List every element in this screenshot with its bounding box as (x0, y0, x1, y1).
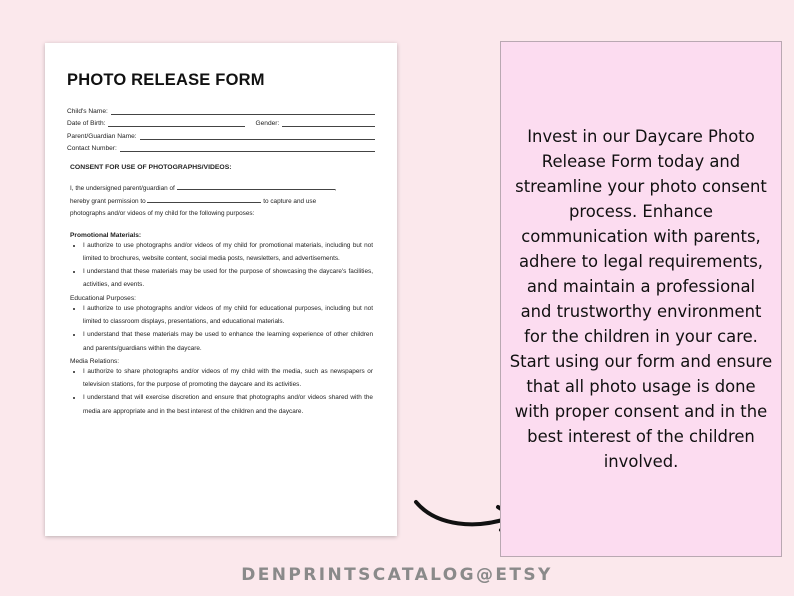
guardian-label: Parent/Guardian Name: (67, 132, 137, 140)
child-name-label: Child's Name: (67, 107, 108, 115)
list-item: • I understand that these materials may be used for the purpose of showcasing the daycare's facilities, activities, and events. (83, 265, 375, 292)
dob-label: Date of Birth: (67, 120, 106, 127)
form-title: PHOTO RELEASE FORM (67, 71, 265, 89)
list-item: • I authorize to use photographs and/or videos of my child for promotional materials, including but not limited to brochures, website content, social media posts, newsletters, and advertisements. (83, 239, 375, 266)
promo-text: Invest in our Daycare Photo Release Form today and streamline your photo consent process. Enhance communication with parents, adhere to legal requirements, and maintain a professional and trustworthy environment for the children in your care. Start using our form and ensure that all photo usage is done with proper consent and in the best interest of the children involved. (509, 127, 773, 471)
contact-line (120, 144, 375, 152)
gender-line (282, 119, 375, 127)
list-item: • I understand that will exercise discretion and ensure that photographs and/or videos shared with the media are appropriate and in the best interest of the children and the daycare. (83, 391, 375, 418)
form-page (45, 43, 397, 536)
contact-label: Contact Number: (67, 145, 117, 152)
media-section-title: Media Relations: (70, 357, 120, 365)
list-item: • I understand that these materials may be used to enhance the learning experience of other children and parents/guardians within the daycare. (83, 328, 375, 355)
gender-label: Gender: (255, 120, 280, 127)
consent-heading: CONSENT FOR USE OF PHOTOGRAPHS/VIDEOS: (70, 164, 232, 171)
consent-intro: I, the undersigned parent/guardian of , hereby grant permission to to capture and use photographs and/or videos of my child for the following purposes: (70, 185, 337, 217)
list-item: • I authorize to use photographs and/or videos of my child for educational purposes, including but not limited to classroom displays, presentations, and educational materials. (83, 302, 375, 329)
promo-list (67, 239, 375, 292)
media-list (67, 365, 375, 418)
child-name-field (67, 102, 375, 115)
promo-panel (500, 41, 782, 557)
promo-section-title: Promotional Materials: (70, 231, 142, 239)
dob-field (67, 115, 375, 128)
edu-section-title: Educational Purposes: (70, 294, 136, 302)
child-name-line (111, 107, 375, 115)
edu-list (67, 302, 375, 355)
shop-watermark: DENPRINTSCATALOG@ETSY (241, 565, 553, 585)
guardian-field (67, 127, 375, 140)
guardian-line (140, 132, 375, 140)
contact-field (67, 140, 375, 153)
list-item: • I authorize to share photographs and/or videos of my child with the media, such as newspapers or television stations, for the purpose of promoting the daycare and its activities. (83, 365, 375, 392)
dob-line (108, 119, 245, 127)
